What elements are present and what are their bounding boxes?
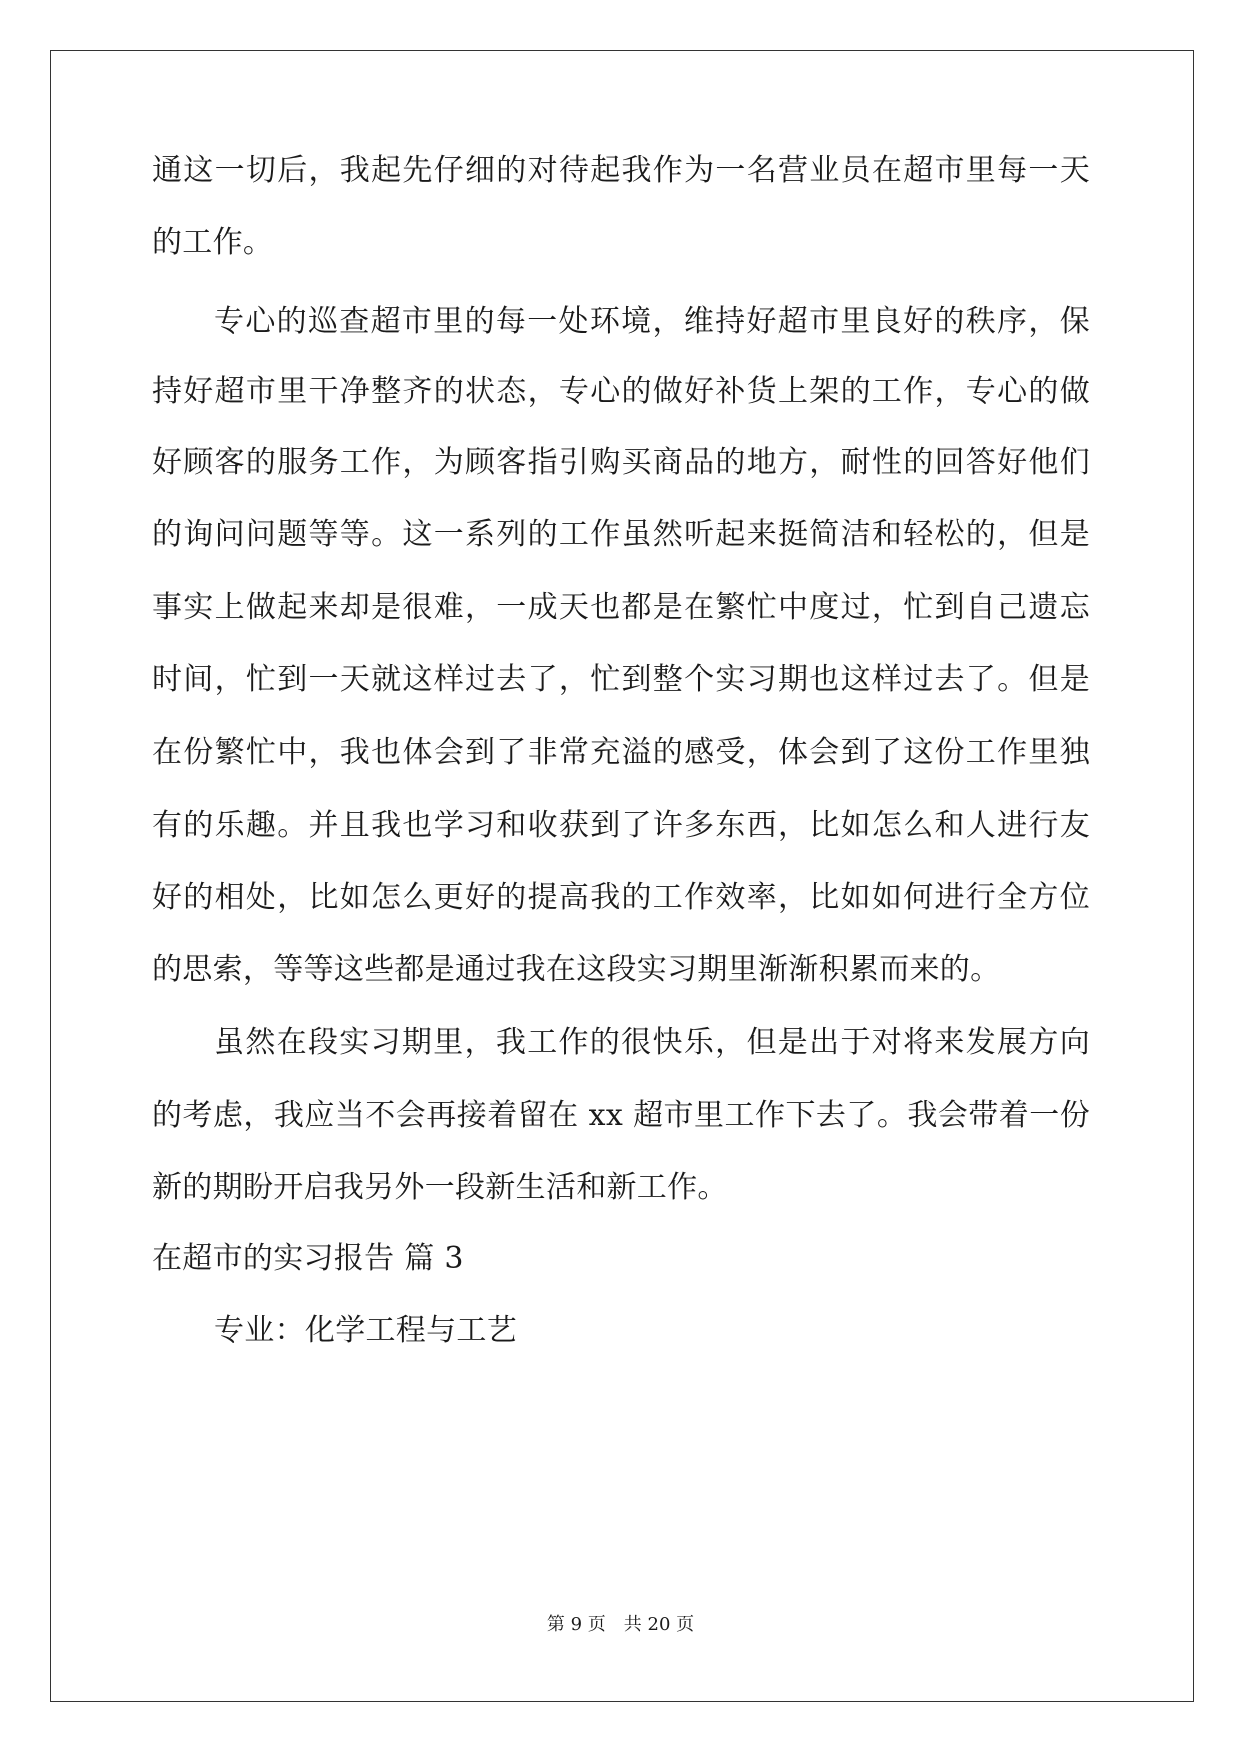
page-number: 第 9 页	[546, 1614, 606, 1635]
body-line: 的工作。	[152, 225, 274, 260]
body-line: 新的期盼开启我另外一段新生活和新工作。	[152, 1170, 728, 1205]
body-line: 持好超市里干净整齐的状态，专心的做好补货上架的工作，专心的做	[152, 374, 1090, 409]
body-line: 有的乐趣。并且我也学习和收获到了许多东西，比如怎么和人进行友	[152, 808, 1090, 843]
paragraph-start-line: 专心的巡查超市里的每一处环境，维持好超市里良好的秩序，保	[214, 304, 1090, 339]
page-footer	[0, 1613, 1241, 1637]
body-line: 好的相处，比如怎么更好的提高我的工作效率，比如如何进行全方位	[152, 880, 1090, 915]
body-line: 的询问问题等等。这一系列的工作虽然听起来挺简洁和轻松的，但是	[152, 517, 1090, 552]
body-line: 的思索，等等这些都是通过我在这段实习期里渐渐积累而来的。	[152, 952, 1001, 987]
body-line: 的考虑，我应当不会再接着留在 xx 超市里工作下去了。我会带着一份	[152, 1098, 1090, 1133]
body-line: 通这一切后，我起先仔细的对待起我作为一名营业员在超市里每一天	[152, 153, 1090, 188]
major-line: 专业：化学工程与工艺	[214, 1313, 517, 1348]
body-line: 事实上做起来却是很难，一成天也都是在繁忙中度过，忙到自己遗忘	[152, 590, 1090, 625]
paragraph-start-line: 虽然在段实习期里，我工作的很快乐，但是出于对将来发展方向	[214, 1025, 1090, 1060]
body-line: 时间，忙到一天就这样过去了，忙到整个实习期也这样过去了。但是	[152, 662, 1090, 697]
section-heading: 在超市的实习报告 篇 3	[152, 1241, 464, 1276]
page-total: 共 20 页	[623, 1614, 695, 1635]
body-line: 在份繁忙中，我也体会到了非常充溢的感受，体会到了这份工作里独	[152, 735, 1090, 770]
body-line: 好顾客的服务工作，为顾客指引购买商品的地方，耐性的回答好他们	[152, 445, 1090, 480]
page-border	[50, 50, 1194, 1702]
